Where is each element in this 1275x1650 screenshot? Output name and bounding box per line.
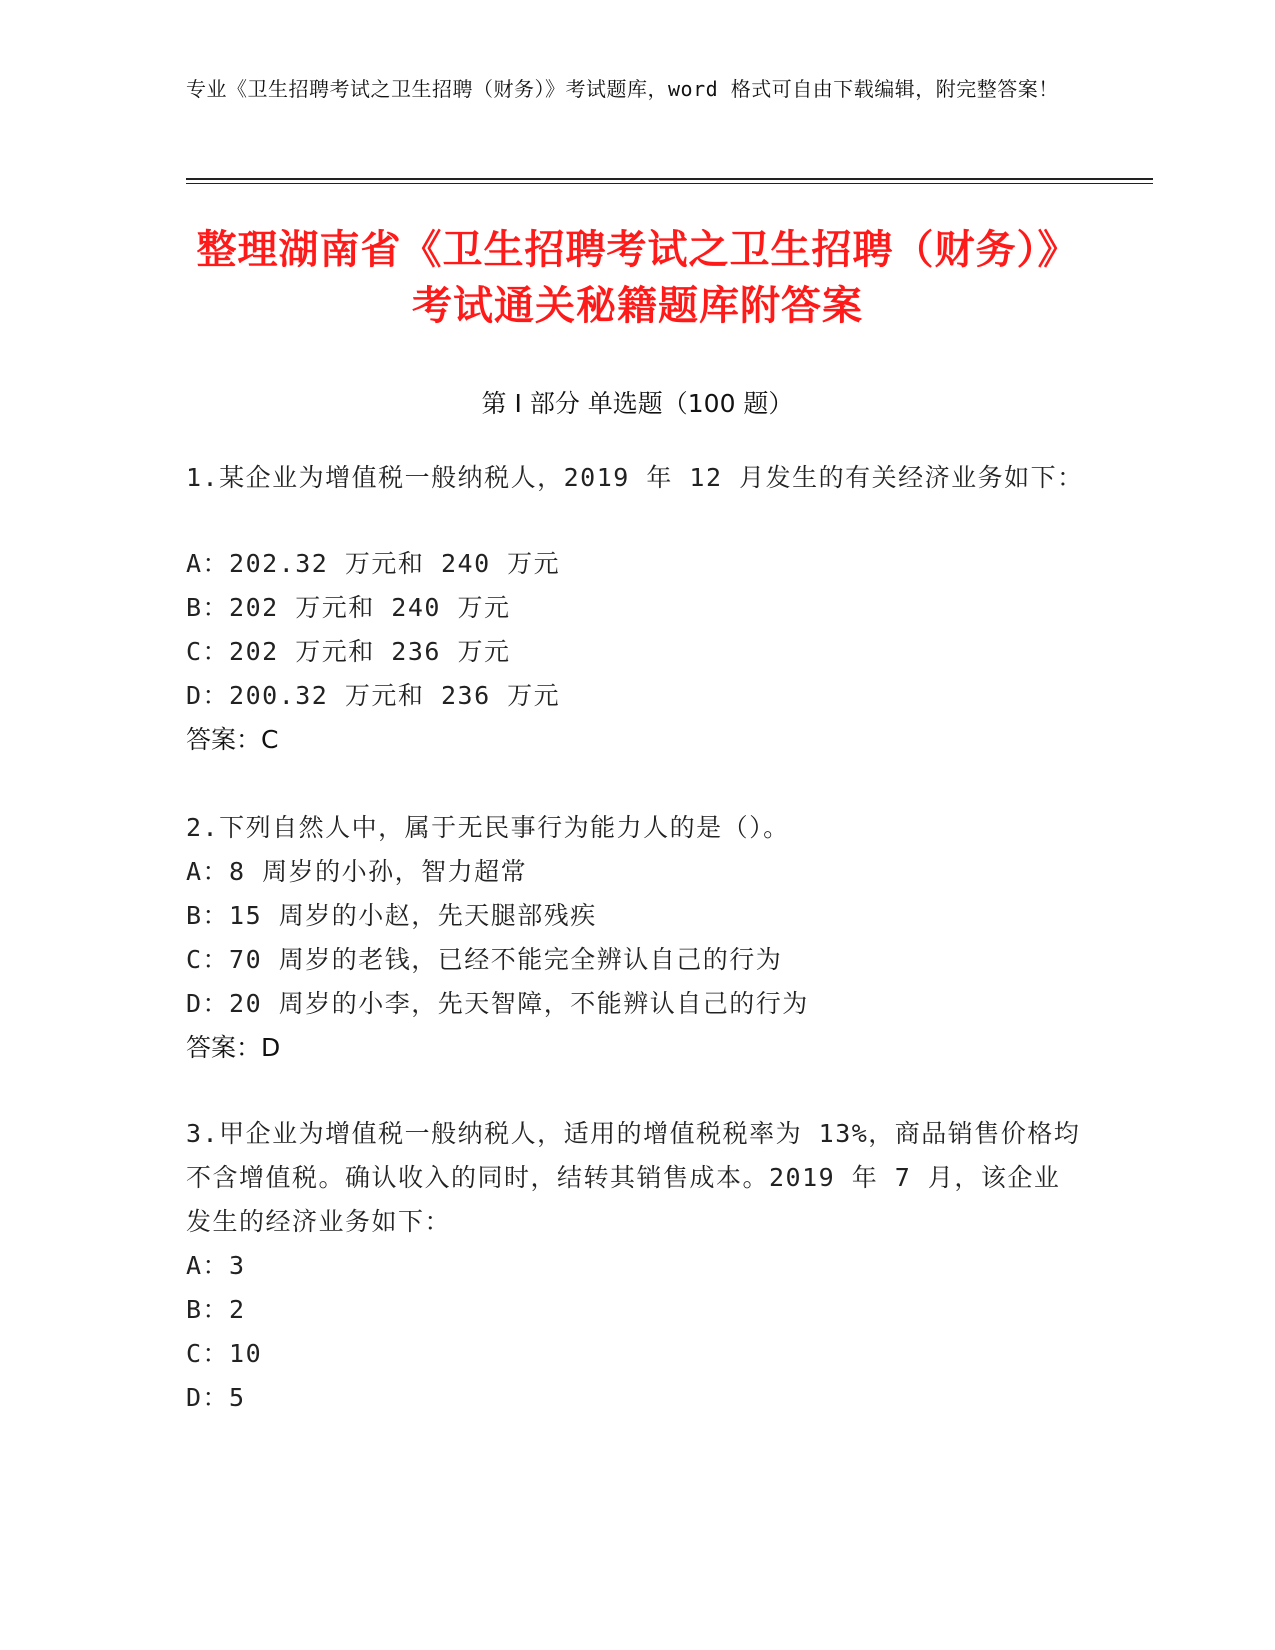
question-3-stem: 3.甲企业为增值税一般纳税人，适用的增值税税率为 13%，商品销售价格均不含增值税。确认收入的同时，结转其销售成本。2019 年 7 月，该企业发生的经济业务如下： (186, 1119, 1081, 1236)
question-2-option-d: D：20 周岁的小李，先天智障，不能辨认自己的行为 (186, 989, 809, 1018)
question-3-option-c: C：10 (186, 1339, 263, 1368)
question-2-option-c: C：70 周岁的老钱，已经不能完全辨认自己的行为 (186, 945, 783, 974)
header-note: 专业《卫生招聘考试之卫生招聘（财务）》考试题库，word 格式可自由下载编辑，附完整答案！ (186, 77, 1059, 101)
question-3-option-a: A：3 (186, 1251, 246, 1280)
question-1-stem: 1.某企业为增值税一般纳税人，2019 年 12 月发生的有关经济业务如下： (186, 463, 1084, 492)
question-1-option-d: D：200.32 万元和 236 万元 (186, 681, 561, 710)
question-2-stem: 2.下列自然人中，属于无民事行为能力人的是（）。 (186, 813, 790, 842)
question-1-answer: 答案：C (186, 725, 279, 754)
question-3-option-d: D：5 (186, 1383, 246, 1412)
section-title: 第 I 部分 单选题（100 题） (481, 389, 794, 418)
question-2-option-a: A：8 周岁的小孙，智力超常 (186, 857, 528, 886)
header-divider-thin (186, 183, 1153, 184)
header-divider-thick (186, 178, 1153, 180)
question-1-option-c: C：202 万元和 236 万元 (186, 637, 511, 666)
document-title: 整理湖南省《卫生招聘考试之卫生招聘（财务）》考试通关秘籍题库附答案 (196, 227, 1079, 329)
question-2-option-b: B：15 周岁的小赵，先天腿部残疾 (186, 901, 597, 930)
question-1-option-b: B：202 万元和 240 万元 (186, 593, 511, 622)
question-2-answer: 答案：D (186, 1033, 281, 1062)
question-1-option-a: A：202.32 万元和 240 万元 (186, 549, 561, 578)
question-3-option-b: B：2 (186, 1295, 246, 1324)
